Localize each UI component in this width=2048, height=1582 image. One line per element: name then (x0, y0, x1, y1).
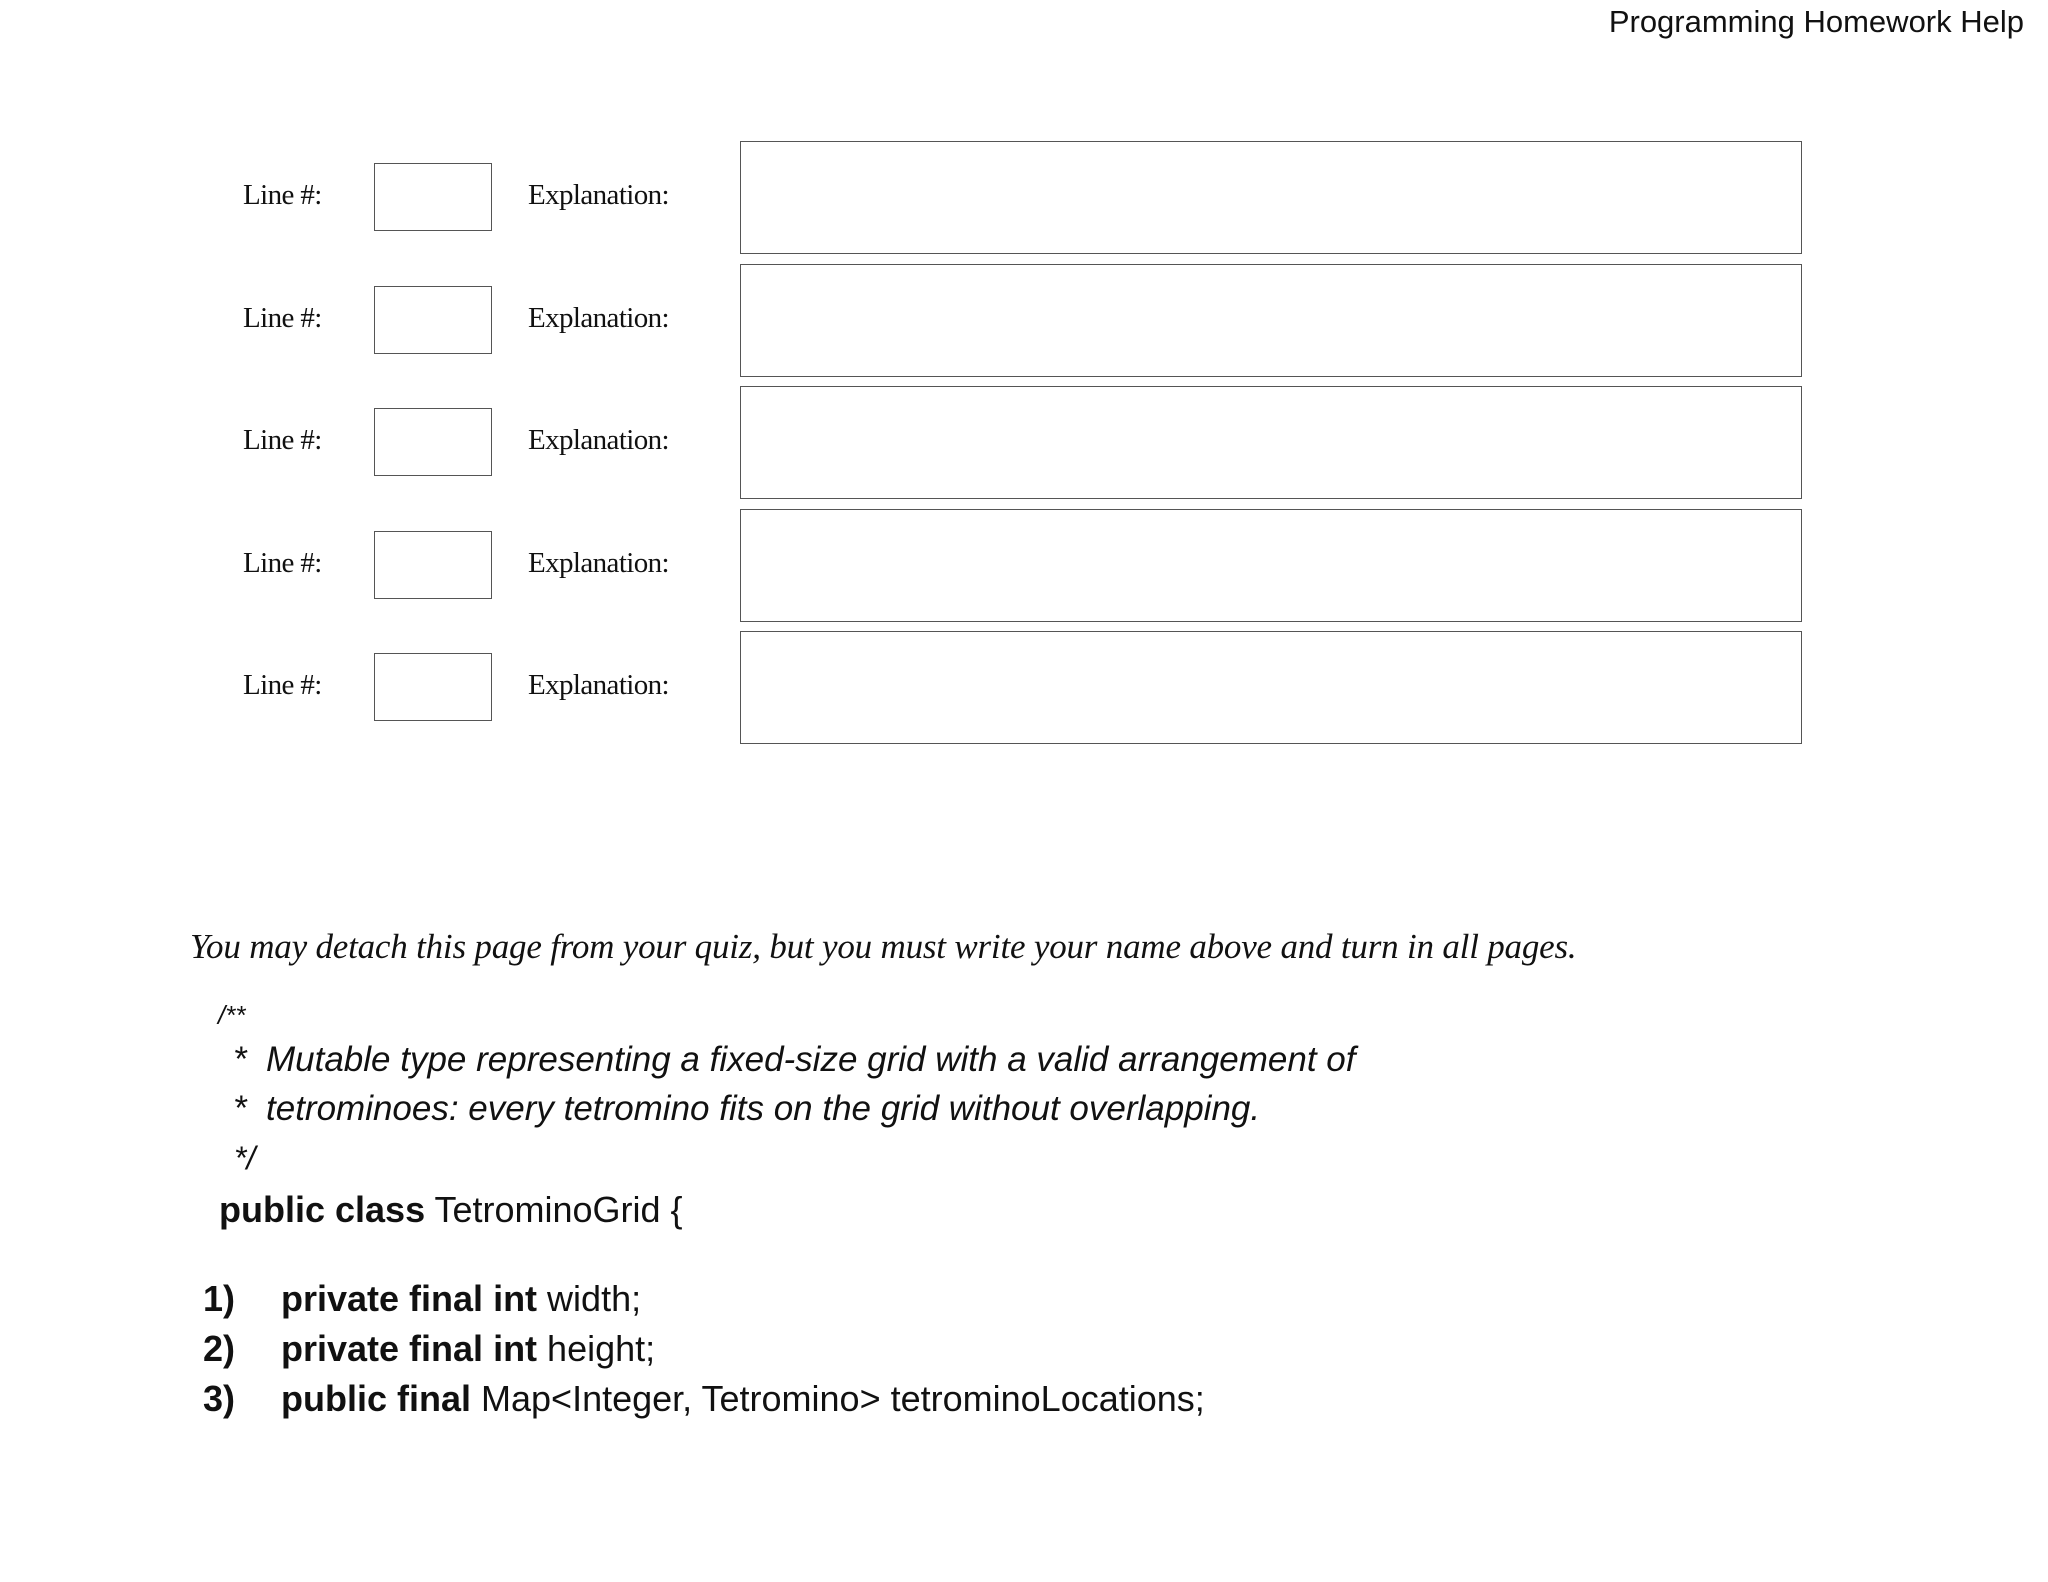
code-line-number: 1) (203, 1278, 236, 1319)
line-number-field[interactable] (374, 163, 492, 231)
code-class-declaration (219, 1189, 683, 1231)
line-number-label: Line #: (243, 424, 322, 456)
code-field-line (0, 1378, 2048, 1428)
explanation-field[interactable] (740, 264, 1802, 377)
explanation-label: Explanation: (528, 302, 669, 334)
code-field-rest: width; (537, 1278, 642, 1319)
explanation-label: Explanation: (528, 424, 669, 456)
code-comment-star: * (233, 1089, 247, 1128)
answer-row (0, 631, 2048, 743)
code-class-name: TetrominoGrid { (425, 1189, 683, 1230)
explanation-label: Explanation: (528, 669, 669, 701)
line-number-label: Line #: (243, 547, 322, 579)
code-field-declaration (281, 1278, 641, 1320)
detach-instructions: You may detach this page from your quiz, but you must write your name above and turn in all pages. (190, 927, 1577, 966)
explanation-field[interactable] (740, 631, 1802, 744)
code-field-keyword: private final int (281, 1278, 538, 1319)
explanation-field[interactable] (740, 509, 1802, 622)
line-number-label: Line #: (243, 302, 322, 334)
code-field-keyword: private final int (281, 1328, 538, 1369)
answer-row (0, 141, 2048, 253)
explanation-label: Explanation: (528, 179, 669, 211)
code-line-number: 3) (203, 1378, 236, 1419)
line-number-label: Line #: (243, 669, 322, 701)
code-field-declaration (281, 1328, 655, 1370)
code-comment-text: Mutable type representing a fixed-size grid with a valid arrangement of (266, 1040, 1356, 1079)
code-field-line (0, 1328, 2048, 1378)
answer-row (0, 386, 2048, 498)
line-number-field[interactable] (374, 653, 492, 721)
code-field-line (0, 1278, 2048, 1328)
code-comment-star: * (233, 1040, 247, 1079)
page-header-title: Programming Homework Help (1608, 4, 2024, 39)
answer-row (0, 264, 2048, 376)
answer-row (0, 509, 2048, 621)
code-comment-open: /** (218, 1000, 246, 1030)
code-line-number: 2) (203, 1328, 236, 1369)
code-field-keyword: public final (281, 1378, 472, 1419)
line-number-field[interactable] (374, 408, 492, 476)
line-number-field[interactable] (374, 531, 492, 599)
explanation-field[interactable] (740, 386, 1802, 499)
line-number-field[interactable] (374, 286, 492, 354)
code-field-declaration (281, 1378, 1205, 1420)
explanation-label: Explanation: (528, 547, 669, 579)
code-comment-close: */ (234, 1140, 256, 1176)
code-field-rest: Map<Integer, Tetromino> tetrominoLocations; (471, 1378, 1205, 1419)
code-comment-text: tetrominoes: every tetromino fits on the grid without overlapping. (266, 1089, 1261, 1128)
code-class-keyword: public class (219, 1189, 426, 1230)
explanation-field[interactable] (740, 141, 1802, 254)
line-number-label: Line #: (243, 179, 322, 211)
code-field-rest: height; (537, 1328, 656, 1369)
